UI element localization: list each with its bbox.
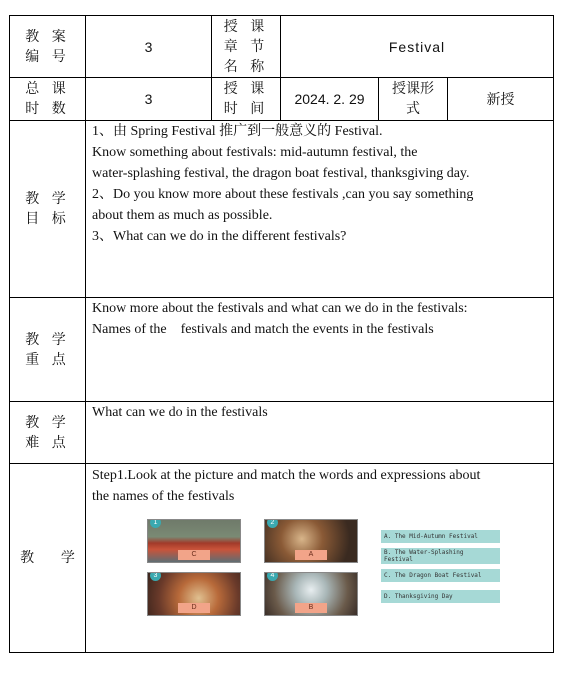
key-points-label: 教 学 重 点 <box>25 331 70 368</box>
form-value: 新授 <box>486 92 515 108</box>
picture-number: 1 <box>150 519 161 528</box>
picture-card-mooncakes <box>264 519 358 563</box>
difficulties-label: 教 学 难 点 <box>25 414 70 451</box>
total-hours-value: 3 <box>144 91 153 107</box>
key-points-text <box>92 298 550 340</box>
plan-number-value: 3 <box>144 38 153 55</box>
plan-number-label: 教 案 编 号 <box>25 28 70 65</box>
objective-line: 3、What can we do in the different festivals? <box>92 229 347 244</box>
form-label: 授课形 式 <box>392 81 434 117</box>
chapter-value: Festival <box>388 38 446 55</box>
objectives-label: 教 学 目 标 <box>25 191 70 227</box>
chapter-label: 授 课 章 节 名 称 <box>223 18 269 75</box>
teaching-text <box>92 465 550 507</box>
objective-line: water-splashing festival, the dragon boat festival, thanksgiving day. <box>92 166 470 181</box>
option-dragon-boat: C. The Dragon Boat Festival <box>381 569 500 582</box>
picture-number: 3 <box>150 572 161 581</box>
key-point-line: Names of the festivals and match the events in the festivals <box>92 322 434 337</box>
objective-line: 2、Do you know more about these festivals ,can you say something <box>92 187 474 202</box>
picture-number: 2 <box>267 519 278 528</box>
picture-card-water-splashing <box>264 572 358 616</box>
teaching-line: Step1.Look at the picture and match the words and expressions about <box>92 468 481 483</box>
objectives-text <box>92 121 550 247</box>
picture-tag: B <box>295 603 327 613</box>
difficulties-text <box>92 402 550 423</box>
total-hours-label: 总 课 时 数 <box>25 81 70 117</box>
option-water-splashing: B. The Water-Splashing Festival <box>381 548 500 564</box>
picture-number: 4 <box>267 572 278 581</box>
time-value: 2024. 2. 29 <box>294 91 365 107</box>
picture-tag: A <box>295 550 327 560</box>
time-label: 授 课 时 间 <box>223 81 269 117</box>
key-point-line: Know more about the festivals and what can we do in the festivals: <box>92 301 468 316</box>
teaching-line: the names of the festivals <box>92 489 235 504</box>
teaching-label: 教 学 <box>20 550 75 566</box>
picture-card-dragon-boat <box>147 519 241 563</box>
difficulty-line: What can we do in the festivals <box>92 405 268 420</box>
option-thanksgiving: D. Thanksgiving Day <box>381 590 500 603</box>
picture-card-thanksgiving <box>147 572 241 616</box>
objective-line: Know something about festivals: mid-autumn festival, the <box>92 145 418 160</box>
picture-tag: C <box>178 550 210 560</box>
objective-line: 1、由 Spring Festival 推广到一般意义的 Festival. <box>92 124 383 139</box>
picture-tag: D <box>178 603 210 613</box>
option-mid-autumn: A. The Mid-Autumn Festival <box>381 530 500 543</box>
objective-line: about them as much as possible. <box>92 208 273 223</box>
